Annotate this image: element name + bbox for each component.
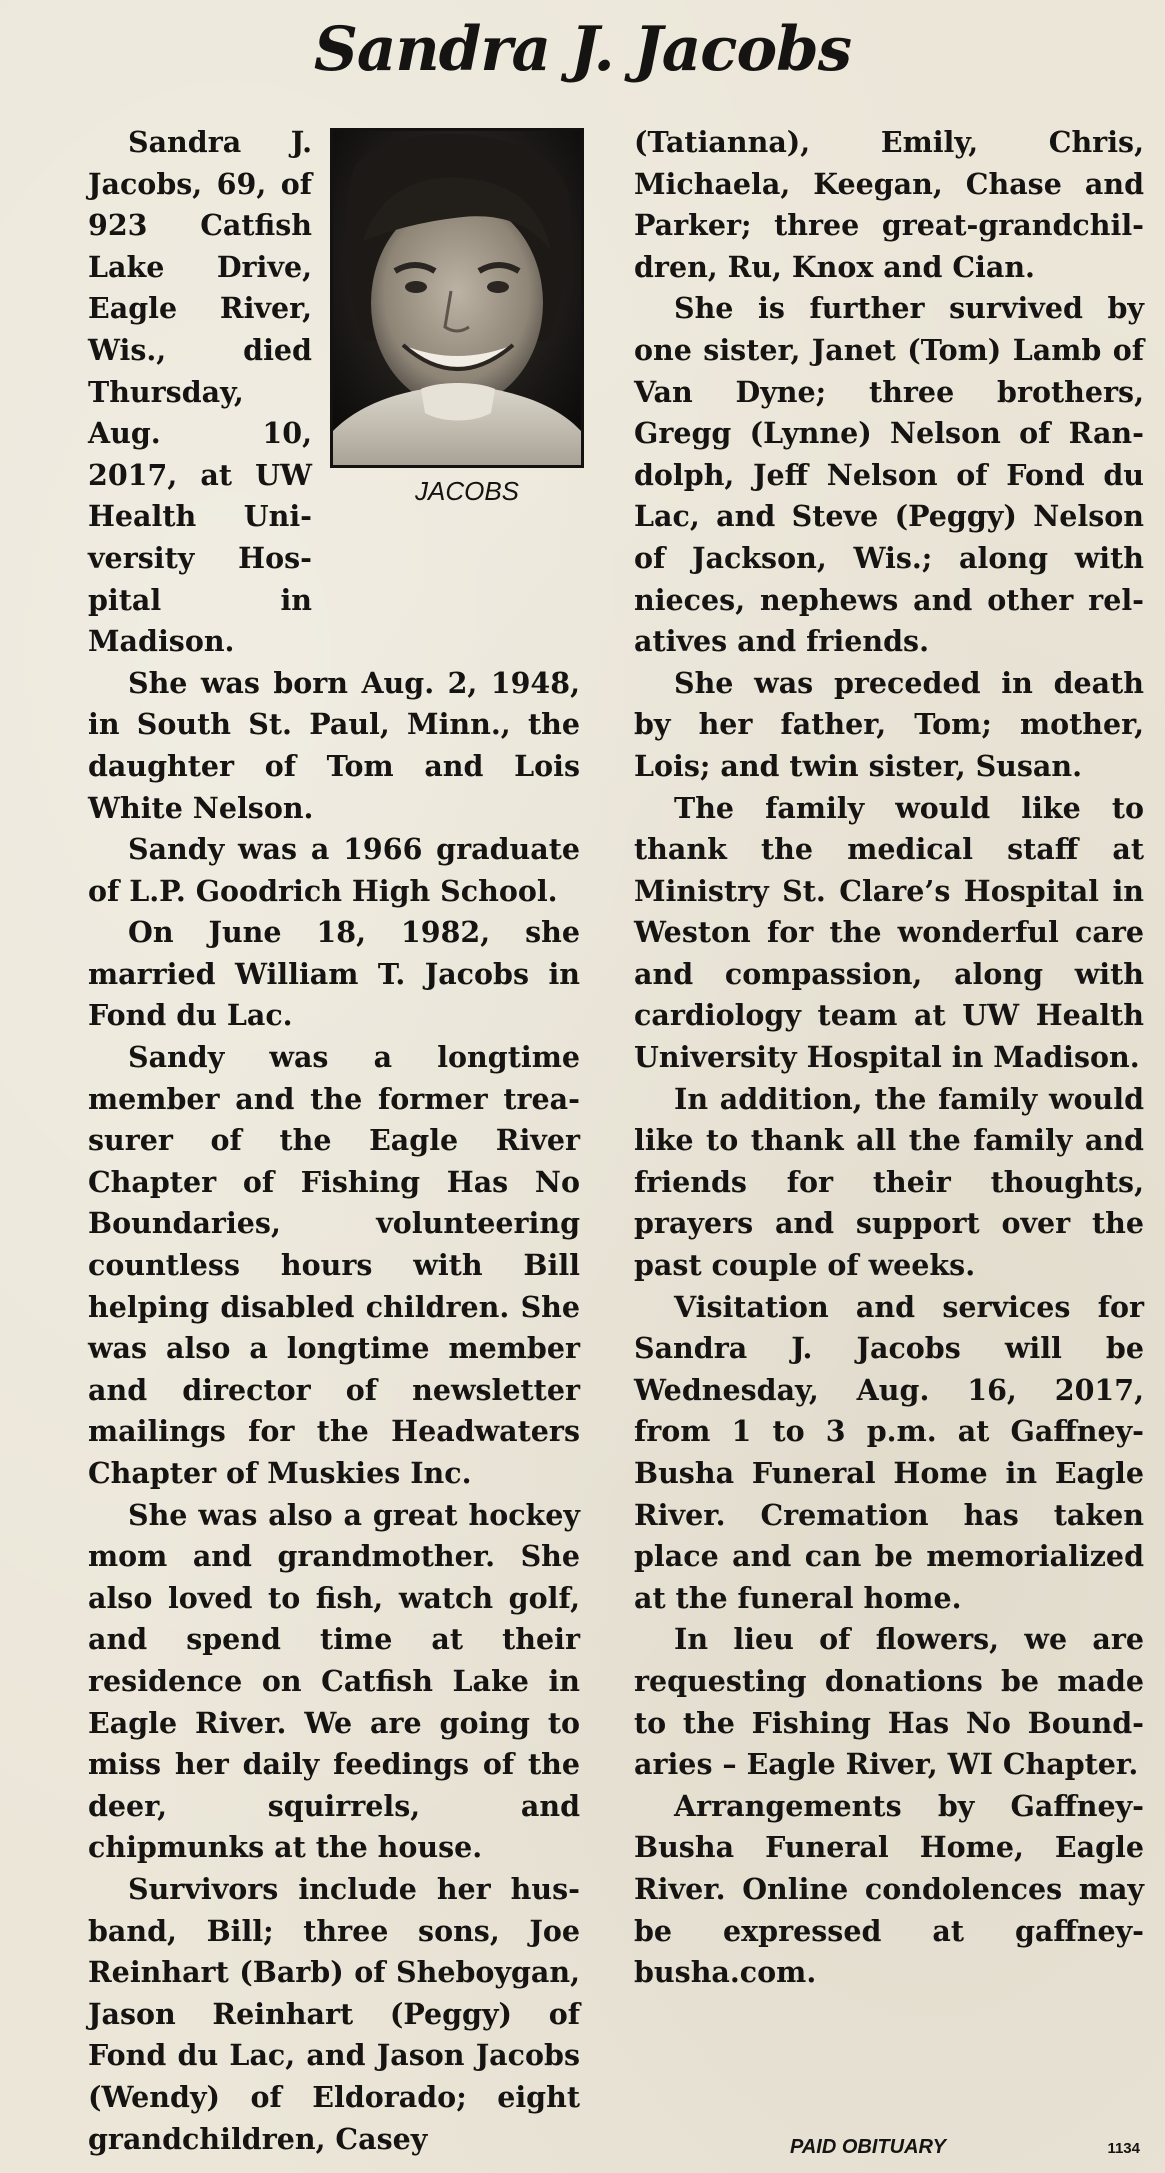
paragraph-intro: Sandra J. Jacobs, 69, of 923 Catfish Lake Drive, Eagle River, Wis., died Thursday, Aug. 10, 2017, at UW Health University Hospital in Madison. [88, 125, 312, 659]
paragraph-hobbies: She was also a great hockey mom and grandmother. She also loved to fish, watch golf, and spend time at their residence on Catfish Lake in Eagle River. We are going to miss her daily feedings of the deer, squirrels, and chipmunks at the house. [88, 1497, 580, 1865]
paragraph-education: Sandy was a 1966 graduate of L.P. Goodrich High School. [88, 832, 580, 908]
paid-obituary-label: PAID OBITUARY [790, 2136, 946, 2158]
paragraph-survivors-continued: (Tatianna), Emily, Chris, Michaela, Keegan, Chase and Parker; three great-grandchildren, Ru, Knox and Cian. [634, 125, 1144, 284]
obituary-footer [790, 2136, 1140, 2159]
paragraph-volunteering: Sandy was a longtime member and the former treasurer of the Eagle River Chapter of Fishing Has No Boundaries, volunteering countless hours with Bill helping disabled children. She was also a longtime member and director of newsletter mailings for the Headwaters Chapter of Muskies Inc. [88, 1040, 580, 1490]
paragraph-thanks-family: In addition, the family would like to thank all the family and friends for their thoughts, prayers and support over the past couple of weeks. [634, 1081, 1144, 1283]
paragraph-donations: In lieu of flowers, we are requesting donations be made to the Fishing Has No Boundaries – Eagle River, WI Chapter. [634, 1622, 1144, 1782]
paragraph-preceded: She was preceded in death by her father, Tom; mother, Lois; and twin sister, Susan. [634, 665, 1144, 783]
paragraph-visitation: Visitation and services for Sandra J. Jacobs will be Wednesday, Aug. 16, 2017, from 1 to 3 p.m. at Gaffney-Busha Funeral Home in Eagle River. Cremation has taken place and can be memorialized at the funeral home. [634, 1289, 1144, 1615]
obituary-headline: Sandra J. Jacobs [313, 14, 852, 85]
portrait-photo [330, 128, 584, 468]
right-column [634, 122, 1144, 1994]
paragraph-marriage: On June 18, 1982, she married William T. Jacobs in Fond du Lac. [88, 915, 580, 1033]
paragraph-birth: She was born Aug. 2, 1948, in South St. Paul, Minn., the daughter of Tom and Lois White Nelson. [88, 665, 580, 825]
portrait-figure [330, 128, 584, 582]
left-column [88, 122, 580, 2160]
paragraph-arrangements: Arrangements by Gaffney-Busha Funeral Home, Eagle River. Online condolences may be expressed at gaffney-busha.com. [634, 1788, 1144, 1990]
ad-code: 1134 [1107, 2140, 1140, 2157]
photo-caption: JACOBS [414, 476, 520, 506]
paragraph-survivors: Survivors include her husband, Bill; three sons, Joe Reinhart (Barb) of Sheboygan, Jason Reinhart (Peggy) of Fond du Lac, and Jason Jacobs (Wendy) of Eldorado; eight grandchildren, Casey [88, 1871, 580, 2156]
paragraph-siblings: She is further survived by one sister, Janet (Tom) Lamb of Van Dyne; three brothers, Gregg (Lynne) Nelson of Randolph, Jeff Nelson of Fond du Lac, and Steve (Peggy) Nelson of Jackson, Wis.; along with nieces, nephews and other relatives and friends. [634, 291, 1144, 659]
paragraph-thanks-medical: The family would like to thank the medical staff at Ministry St. Clare’s Hospital in Weston for the wonderful care and compassion, along with cardiology team at UW Health University Hospital in Madison. [634, 790, 1144, 1075]
